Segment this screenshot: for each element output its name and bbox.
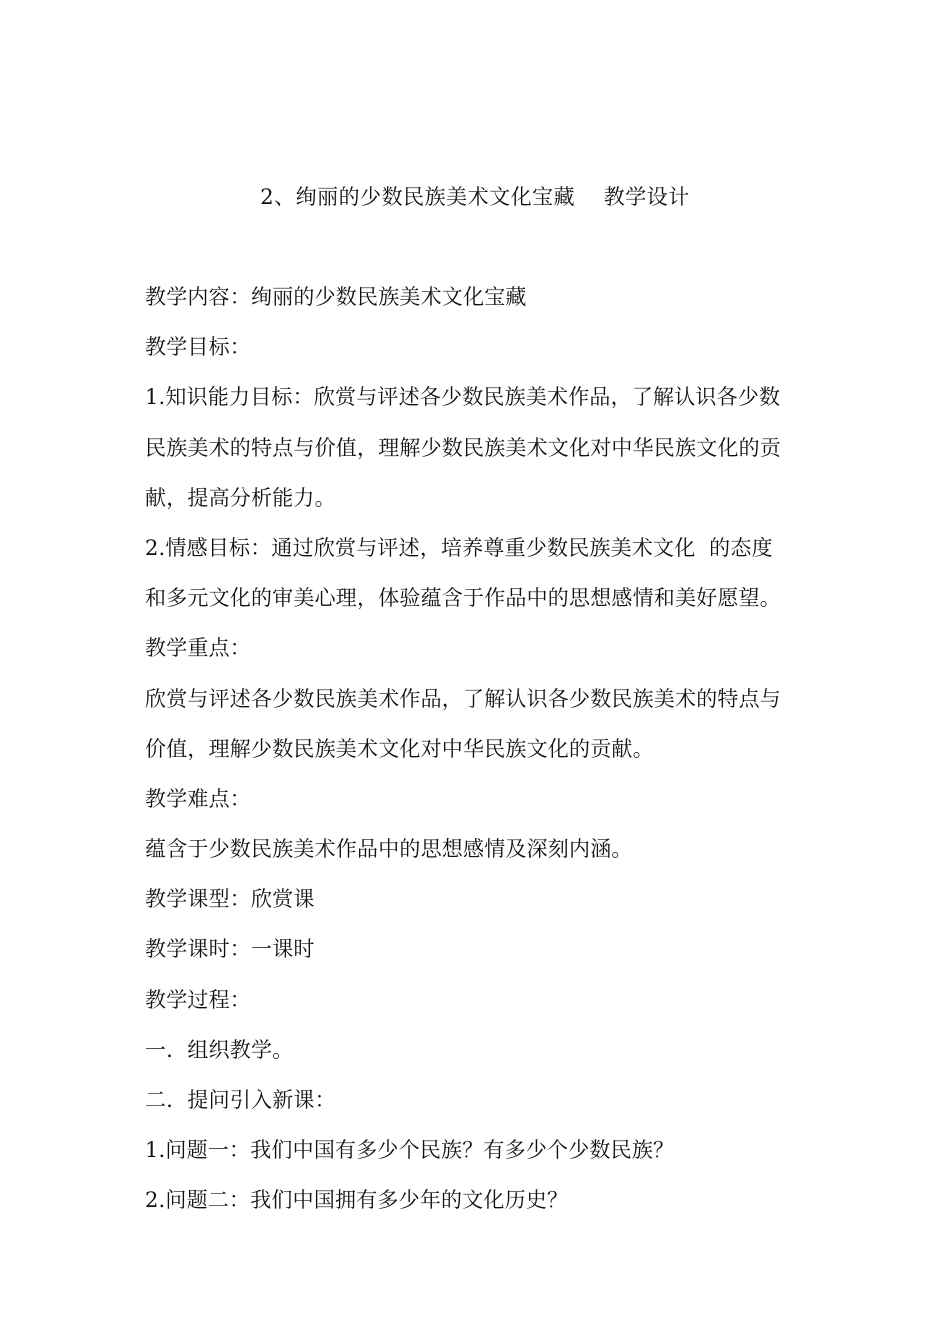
key-points-line-1: 欣赏与评述各少数民族美术作品，了解认识各少数民族美术的特点与 <box>145 686 781 711</box>
difficulties-heading: 教学难点： <box>145 786 251 811</box>
difficulties-line: 蕴含于少数民族美术作品中的思想感情及深刻内涵。 <box>145 837 633 862</box>
process-step-1: 一．组织教学。 <box>145 1037 294 1062</box>
teaching-goals-heading: 教学目标： <box>145 335 251 360</box>
key-points-heading: 教学重点： <box>145 636 251 661</box>
question-1-line: 1.问题一：我们中国有多少个民族？有多少个少数民族？ <box>145 1138 675 1163</box>
teaching-process-heading: 教学过程： <box>145 987 251 1012</box>
document-title: 2、绚丽的少数民族美术文化宝藏 教学设计 <box>260 185 690 209</box>
document-body <box>145 282 810 1236</box>
lesson-type-line: 教学课型：欣赏课 <box>145 887 315 912</box>
goal-1-line-1: 1.知识能力目标：欣赏与评述各少数民族美术作品，了解认识各少数 <box>145 385 781 410</box>
teaching-content-line: 教学内容：绚丽的少数民族美术文化宝藏 <box>145 285 527 309</box>
goal-1-line-2: 民族美术的特点与价值，理解少数民族美术文化对中华民族文化的贡 <box>145 435 781 460</box>
key-points-line-2: 价值，理解少数民族美术文化对中华民族文化的贡献。 <box>145 736 654 761</box>
lesson-hours-line: 教学课时：一课时 <box>145 937 315 962</box>
goal-1-line-3: 献，提高分析能力。 <box>145 485 336 510</box>
process-step-2: 二．提问引入新课： <box>145 1088 336 1112</box>
question-2-line: 2.问题二：我们中国拥有多少年的文化历史？ <box>145 1188 569 1213</box>
goal-2-line-2: 和多元文化的审美心理，体验蕴含于作品中的思想感情和美好愿望。 <box>145 586 781 611</box>
goal-2-line-1: 2.情感目标：通过欣赏与评述，培养尊重少数民族美术文化 的态度 <box>145 535 773 560</box>
